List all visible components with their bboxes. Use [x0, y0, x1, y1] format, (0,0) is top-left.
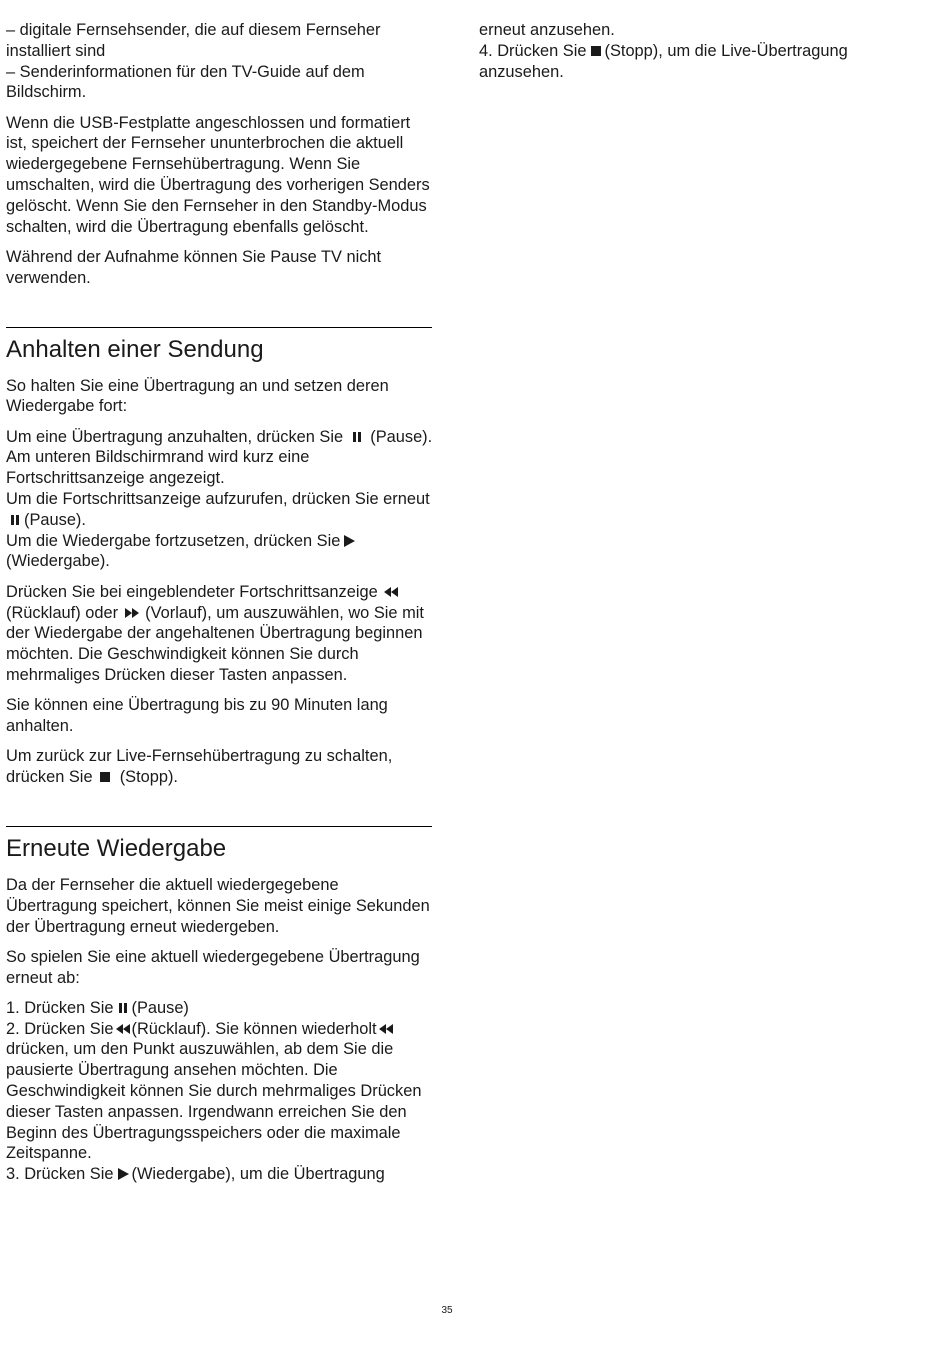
replay-step-3: 3. Drücken Sie (Wiedergabe), um die Übertragung	[6, 1165, 385, 1184]
return-live-instruction: Um zurück zur Live-Fernsehübertragung zu schalten, drücken Sie (Stopp).	[6, 747, 393, 787]
play-icon	[116, 1168, 130, 1180]
replay-steps-continued	[479, 20, 919, 82]
rewind-icon	[116, 1023, 130, 1035]
pause-icon	[116, 1002, 130, 1014]
left-column	[6, 20, 434, 1195]
pause-icon	[350, 431, 364, 443]
right-column	[479, 20, 919, 92]
section-replay	[6, 826, 434, 1185]
replay-step-1: 1. Drücken Sie (Pause)	[6, 998, 189, 1017]
replay-intro: Da der Fernseher die aktuell wiedergegebene Übertragung speichert, können Sie meist einige Sekunden der Übertragung erneut wiedergeben.	[6, 875, 430, 936]
intro-bullets	[6, 20, 434, 103]
page-number: 35	[441, 1305, 453, 1316]
stop-icon	[589, 45, 603, 57]
replay-step-2: 2. Drücken Sie (Rücklauf). Sie können wiederholtdrücken, um den Punkt auszuwählen, ab dem Sie die pausierte Übertragung ansehen möchten. Die Geschwindigkeit können Sie durch mehrmaliges Drücken dieser Tasten anpassen. Irgendwann erreichen Sie den Beginn des Übertragungsspeichers oder die maximale Zeitspanne.	[6, 1019, 422, 1163]
section-title-replay: Erneute Wiedergabe	[6, 834, 227, 862]
usb-disk-paragraph: Wenn die USB-Festplatte angeschlossen und formatiert ist, speichert der Fernseher ununterbrochen die aktuell wiedergegebene Fernsehübertragung. Wenn Sie umschalten, wird die Übertragung des vorherigen Senders gelöscht. Wenn Sie den Fernseher in den Standby-Modus schalten, wird die Übertragung ebenfalls gelöscht.	[6, 113, 430, 236]
pause-icon	[8, 514, 22, 526]
bullet-digital-channels: – digitale Fernsehsender, die auf diesem Fernseher installiert sind	[6, 21, 381, 60]
fast-forward-icon	[125, 607, 139, 619]
pause-intro: So halten Sie eine Übertragung an und setzen deren Wiedergabe fort:	[6, 376, 389, 416]
recording-note-paragraph: Während der Aufnahme können Sie Pause TV nicht verwenden.	[6, 247, 382, 287]
rewind-icon	[384, 586, 398, 598]
section-divider	[6, 327, 432, 328]
rewind-icon	[379, 1023, 393, 1035]
replay-steps	[6, 998, 434, 1185]
section-pause	[6, 327, 434, 788]
seek-instructions: Drücken Sie bei eingeblendeter Fortschrittsanzeige (Rücklauf) oder (Vorlauf), um auszuwählen, wo Sie mit der Wiedergabe der angehaltenen Übertragung beginnen möchten. Die Geschwindigkeit können Sie durch mehrmaliges Drücken dieser Tasten anpassen.	[6, 582, 424, 684]
replay-step-4: 4. Drücken Sie (Stopp), um die Live-Übertragung anzusehen.	[479, 41, 848, 81]
pause-instructions: Um eine Übertragung anzuhalten, drücken Sie (Pause). Am unteren Bildschirmrand wird kurz eine Fortschrittsanzeige angezeigt. Um die Fortschrittsanzeige aufzurufen, drücken Sie erneut(Pause). Um die Wiedergabe fortzusetzen, drücken Sie(Wiedergabe).	[6, 427, 433, 571]
bullet-tv-guide-info: – Senderinformationen für den TV-Guide auf dem Bildschirm.	[6, 62, 365, 102]
section-divider	[6, 826, 432, 827]
stop-icon	[99, 771, 113, 783]
replay-how: So spielen Sie eine aktuell wiedergegebene Übertragung erneut ab:	[6, 947, 420, 987]
replay-step-3-continued: erneut anzusehen.	[479, 21, 615, 39]
pause-duration-note: Sie können eine Übertragung bis zu 90 Minuten lang anhalten.	[6, 696, 388, 736]
section-title-pause: Anhalten einer Sendung	[6, 335, 264, 363]
play-icon	[342, 535, 356, 547]
